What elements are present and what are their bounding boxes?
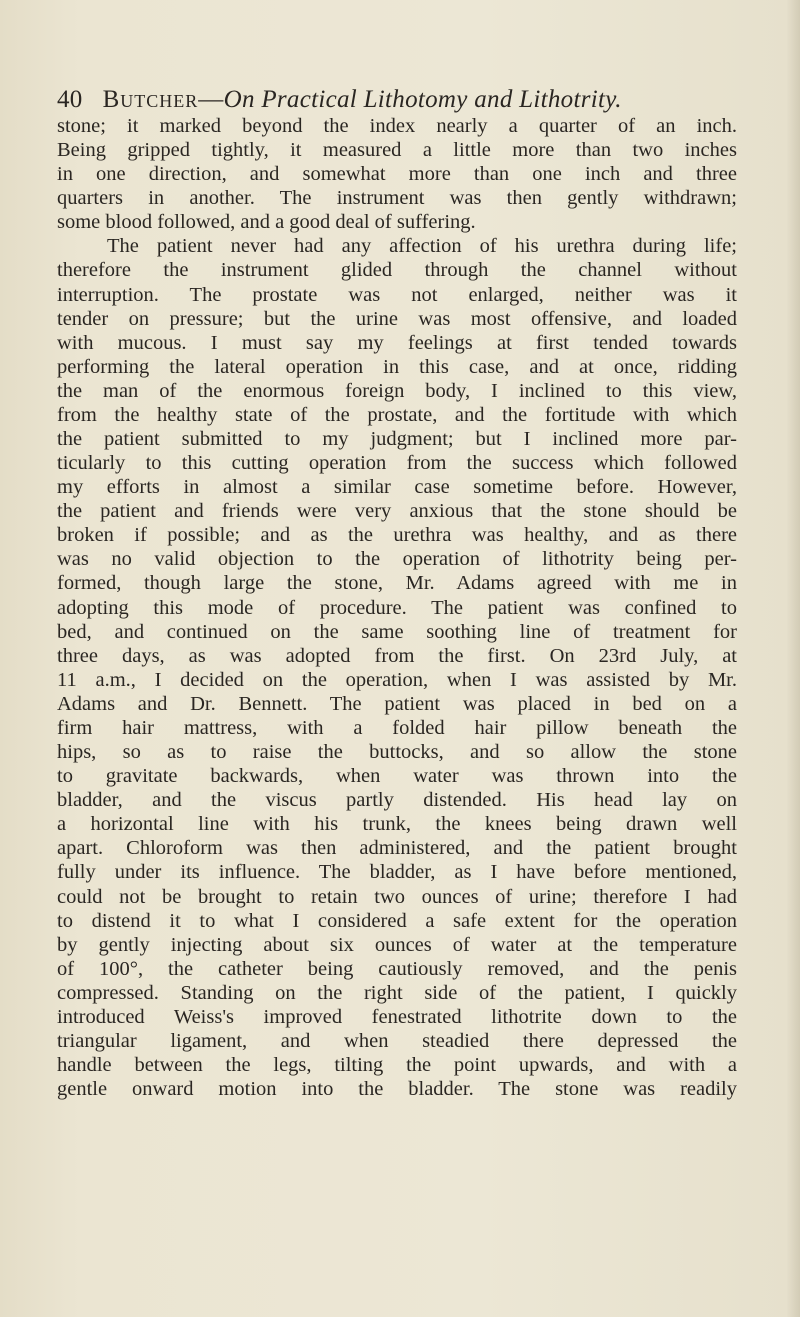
text-line: bed, and continued on the same soothing line of treatment for — [57, 620, 737, 643]
text-line: three days, as was adopted from the first. On 23rd July, at — [57, 644, 737, 667]
text-line: to gravitate backwards, when water was thrown into the — [57, 765, 737, 788]
text-line: the patient submitted to my judgment; but I inclined more par- — [57, 428, 737, 451]
text-line: bladder, and the viscus partly distended. His head lay on — [57, 789, 737, 812]
text-line: fully under its influence. The bladder, as I have before mentioned, — [57, 861, 737, 884]
text-line: quarters in another. The instrument was then gently withdrawn; — [57, 187, 737, 210]
text-line: The patient never had any affection of his urethra during life; — [107, 235, 737, 258]
body-text — [57, 114, 737, 1101]
text-line: performing the lateral operation in this case, and at once, ridding — [57, 355, 737, 378]
text-line: the patient and friends were very anxious that the stone should be — [57, 500, 737, 523]
text-line: tender on pressure; but the urine was most offensive, and loaded — [57, 307, 737, 330]
text-line: to distend it to what I considered a safe extent for the operation — [57, 909, 737, 932]
text-line: interruption. The prostate was not enlarged, neither was it — [57, 283, 737, 306]
text-line: therefore the instrument glided through the channel without — [57, 259, 737, 282]
running-header — [57, 86, 622, 114]
text-line: Adams and Dr. Bennett. The patient was placed in bed on a — [57, 692, 737, 715]
text-line: formed, though large the stone, Mr. Adams agreed with me in — [57, 572, 737, 595]
text-line: in one direction, and somewhat more than one inch and three — [57, 163, 737, 186]
page-edge-shadow — [786, 0, 800, 1317]
text-line: could not be brought to retain two ounces of urine; therefore I had — [57, 885, 737, 908]
text-line: my efforts in almost a similar case sometime before. However, — [57, 476, 737, 499]
text-line: firm hair mattress, with a folded hair pillow beneath the — [57, 716, 737, 739]
text-line: was no valid objection to the operation of lithotrity being per- — [57, 548, 737, 571]
header-author: Butcher — [102, 86, 199, 113]
text-line: Being gripped tightly, it measured a little more than two inches — [57, 139, 737, 162]
text-line: stone; it marked beyond the index nearly a quarter of an inch. — [57, 115, 737, 137]
header-separator: — — [198, 86, 224, 113]
page-number: 40 — [57, 86, 83, 113]
text-line: hips, so as to raise the buttocks, and so allow the stone — [57, 741, 737, 764]
text-line: broken if possible; and as the urethra was healthy, and as there — [57, 524, 737, 547]
text-line: by gently injecting about six ounces of water at the temperature — [57, 933, 737, 956]
text-line: from the healthy state of the prostate, and the fortitude with which — [57, 403, 737, 426]
header-title: On Practical Lithotomy and Lithotrity. — [223, 86, 622, 113]
text-line: adopting this mode of procedure. The patient was confined to — [57, 596, 737, 619]
text-line: apart. Chloroform was then administered, and the patient brought — [57, 837, 737, 860]
text-line: of 100°, the catheter being cautiously removed, and the penis — [57, 957, 737, 980]
text-line: handle between the legs, tilting the point upwards, and with a — [57, 1054, 737, 1077]
text-line: the man of the enormous foreign body, I inclined to this view, — [57, 379, 737, 402]
text-line: ticularly to this cutting operation from the success which followed — [57, 452, 737, 475]
text-line: some blood followed, and a good deal of suffering. — [57, 211, 476, 234]
text-line: introduced Weiss's improved fenestrated lithotrite down to the — [57, 1005, 737, 1028]
text-line: 11 a.m., I decided on the operation, when I was assisted by Mr. — [57, 668, 737, 691]
text-line: triangular ligament, and when steadied there depressed the — [57, 1029, 737, 1052]
text-line: gentle onward motion into the bladder. The stone was readily — [57, 1078, 737, 1101]
text-line: compressed. Standing on the right side of the patient, I quickly — [57, 981, 737, 1004]
text-line: with mucous. I must say my feelings at first tended towards — [57, 331, 737, 354]
text-line: a horizontal line with his trunk, the knees being drawn well — [57, 813, 737, 836]
